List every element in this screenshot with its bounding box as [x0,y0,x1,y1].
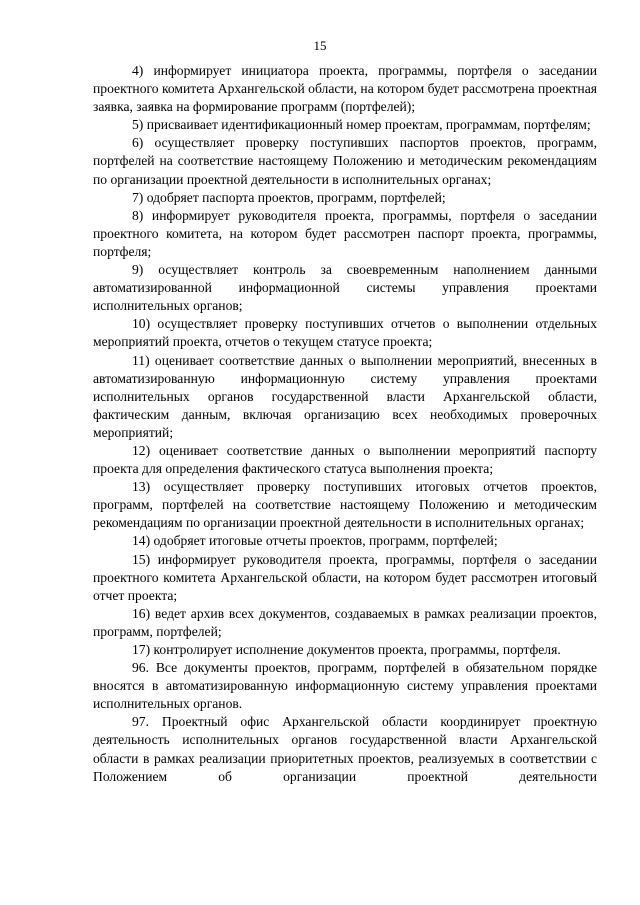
paragraph-item-9: 9) осуществляет контроль за своевременным наполнением данными автоматизированной информационной системы управления проектами исполнительных органов; [93,262,597,314]
paragraph-item-12: 12) оценивает соответствие данных о выполнении мероприятий паспорту проекта для определения фактического статуса выполнения проекта; [93,442,597,477]
paragraph-item-16: 16) ведет архив всех документов, создаваемых в рамках реализации проектов, программ, портфелей; [93,605,597,639]
paragraph-item-13: 13) осуществляет проверку поступивших итоговых отчетов проектов, программ, портфелей на соответствие настоящему Положению и методическим рекомендациям по организации проектной деятельности в исполнительных органах; [93,479,597,531]
page-number: 15 [313,38,327,53]
paragraph-item-14: 14) одобряет итоговые отчеты проектов, программ, портфелей; [132,533,498,549]
paragraph-item-6: 6) осуществляет проверку поступивших паспортов проектов, программ, портфелей на соответствие настоящему Положению и методическим рекомендациям по организации проектной деятельности в исполнительных органах; [93,135,597,187]
paragraph-item-8: 8) информирует руководителя проекта, программы, портфеля о заседании проектного комитета, на котором будет рассмотрен паспорт проекта, программы, портфеля; [93,207,597,259]
paragraph-item-11: 11) оценивает соответствие данных о выполнении мероприятий, внесенных в автоматизированную информационную систему управления проектами исполнительных органов государственной власти Архангельской области, фактическим данным, включая организацию всех необходимых проверочных мероприятий; [93,352,597,440]
paragraph-clause-96: 96. Все документы проектов, программ, портфелей в обязательном порядке вносятся в автоматизированную информационную систему управления проектами исполнительных органов. [93,660,597,712]
paragraph-item-15: 15) информирует руководителя проекта, программы, портфеля о заседании проектного комитета Архангельской области, на котором будет рассмотрен итоговый отчет проекта; [93,551,597,603]
document-body [93,62,597,786]
paragraph-clause-97: 97. Проектный офис Архангельской области координирует проектную деятельность исполнительных органов государственной власти Архангельской области в рамках реализации приоритетных проектов, реализуемых в соответствии с Положением об организации проектной деятельности [93,714,597,784]
paragraph-item-4: 4) информирует инициатора проекта, программы, портфеля о заседании проектного комитета Архангельской области, на котором будет рассмотрена проектная заявка, заявка на формирование программ (портфелей); [93,63,597,115]
paragraph-item-7: 7) одобряет паспорта проектов, программ, портфелей; [132,189,446,205]
paragraph-item-5: 5) присваивает идентификационный номер проектам, программам, портфелям; [132,117,591,133]
paragraph-item-10: 10) осуществляет проверку поступивших отчетов о выполнении отдельных мероприятий проекта, отчетов о текущем статусе проекта; [93,316,597,350]
paragraph-item-17: 17) контролирует исполнение документов проекта, программы, портфеля. [132,642,561,657]
